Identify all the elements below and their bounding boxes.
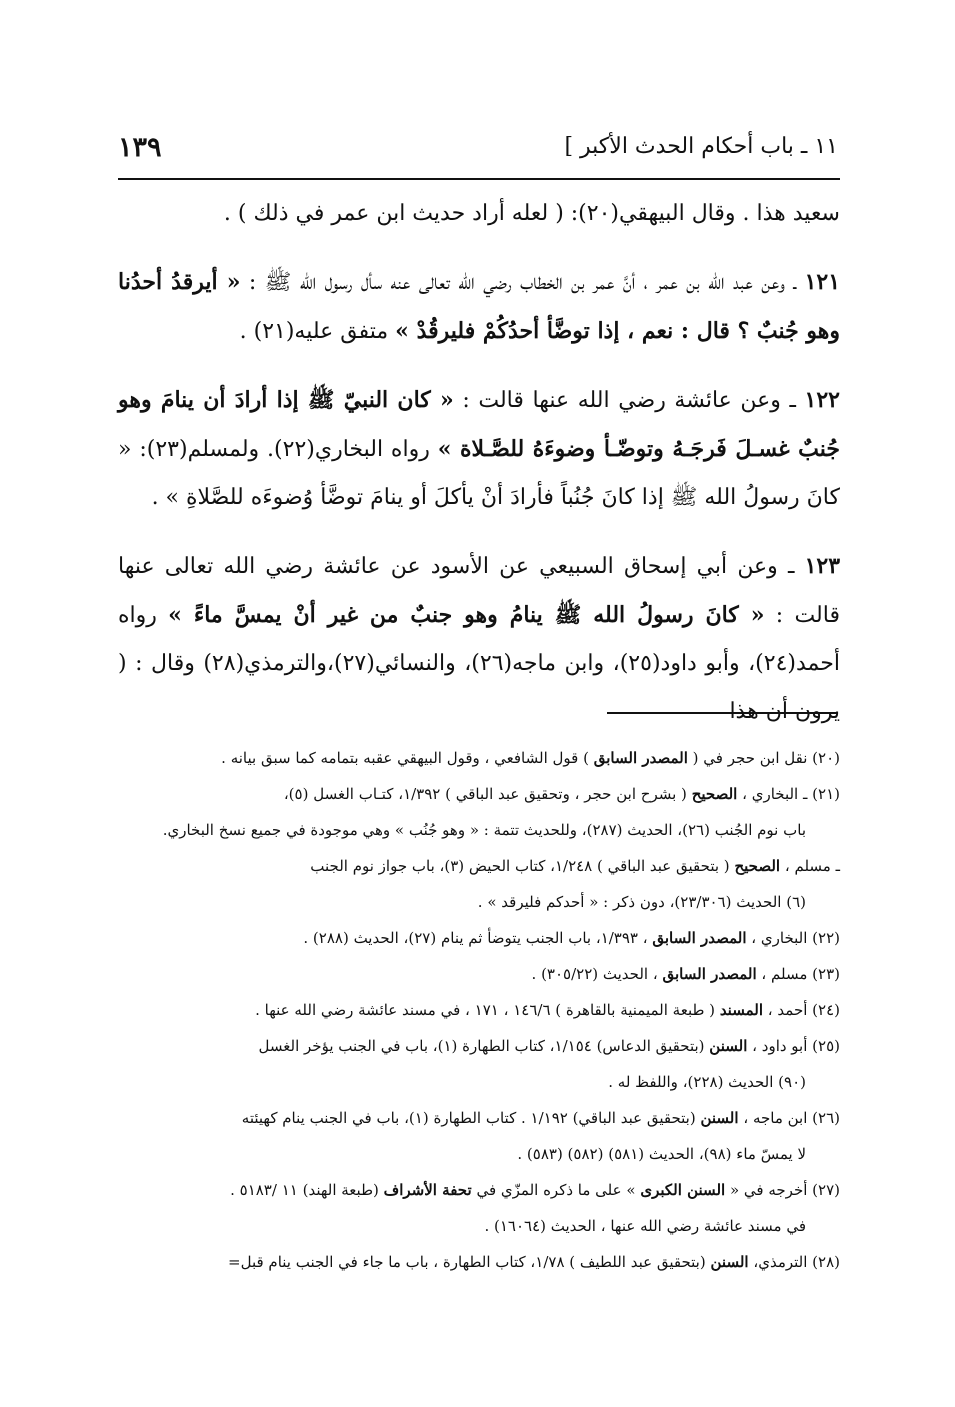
footnote-continuation: (٦) الحديث (٢٣/٣٠٦)، دون ذكر : « أحدكم فليرقد » . — [477, 893, 806, 911]
footnote-27 — [118, 1172, 840, 1244]
footnote-title: المصدر السابق — [652, 929, 747, 947]
footnote-21-muslim — [118, 848, 840, 920]
footnote-text: (٢٨) الترمذي، — [753, 1253, 840, 1271]
page-header — [118, 130, 838, 170]
hadith-text: ـ وعن أبي إسحاق السبيعي عن الأسود عن عائشة رضي الله تعالى عنها قالت : — [118, 554, 840, 628]
intro-paragraph: سعيد هذا . وقال البيهقي(٢٠): ( لعله أراد حديث ابن عمر في ذلك ) . — [223, 201, 840, 226]
footnote-text: (بتحقيق عبد الباقي) ١/١٩٢ . كتاب الطهارة (١)، باب في الجنب ينام كهيئته — [241, 1109, 696, 1127]
footnote-text: ) قول الشافعي ، وقول البيهقي عقبه بتمامه كما سبق بيانه . — [221, 749, 589, 767]
footnote-text: ـ مسلم ، — [784, 857, 840, 875]
hadith-text: ـ وعن عبد الله بن عمر ، أنَّ عمر بن الخطاب رضي الله تعالى عنه سأل رسول الله ﷺ : — [248, 270, 797, 295]
footnote-continuation: باب نوم الجُنب (٢٦)، الحديث (٢٨٧)، وللحديث تتمة : « وهو جُنُب » وهي موجودة في جميع نسخ البخاري. — [162, 821, 806, 839]
footnote-title: المصدر السابق — [593, 749, 688, 767]
footnote-continuation: في مسند عائشة رضي الله عنها ، الحديث (١٦٠٦٤) . — [484, 1217, 806, 1235]
footnote-text: ( بشرح ابن حجر ، وتحقيق عبد الباقي ) ١/٣٩٢، كتـاب الغسل (٥)، — [283, 785, 687, 803]
footnote-text: ، ١/٣٩٣، باب الجنب يتوضأ ثم ينام (٢٧)، الحديث (٢٨٨) . — [303, 929, 648, 947]
footnote-28 — [118, 1244, 840, 1280]
footnote-text: (٢٢) البخاري ، — [751, 929, 840, 947]
footnote-text: (بتحقيق عبد اللطيف ) ١/٧٨، كتاب الطهارة ، باب ما جاء في الجنب ينام قبل= — [228, 1253, 706, 1271]
footnote-separator — [607, 712, 837, 714]
footnote-text: (٢٤) أحمد ، — [767, 1001, 840, 1019]
hadith-source: رواه أحمد(٢٤)، وأبو داود(٢٥)، وابن ماجه(٢٦)، والنسائي(٢٧)،والترمذي(٢٨) وقال : ( يرون أن هذا — [118, 603, 840, 724]
hadith-number: ١٢٢ — [804, 387, 840, 413]
hadith-quote: « كانَ رسولُ الله ﷺ ينامُ وهو جنبٌ من غير أنْ يمسَّ ماءً » — [168, 602, 765, 628]
footnote-text: (٢١) ـ البخاري ، — [742, 785, 840, 803]
footnote-25 — [118, 1028, 840, 1100]
footnote-continuation: (٩٠) الحديث (٢٢٨)، واللفظ له . — [608, 1073, 806, 1091]
footnote-text: (٢٣) مسلم ، — [761, 965, 840, 983]
footnote-text: (٢٠) نقل ابن حجر في ( — [692, 749, 840, 767]
hadith-number: ١٢١ — [804, 269, 841, 295]
main-text — [118, 190, 840, 736]
running-title: ١١ ـ باب أحكام الحدث الأكبر ] — [564, 134, 838, 159]
footnote-20 — [118, 740, 840, 776]
footnote-title: الصحيح — [734, 857, 781, 875]
footnote-title: السنن الكبرى — [640, 1181, 726, 1199]
footnote-text: ( طبعة الميمنية بالقاهرة ) ١٤٦/٦ ، ١٧١ ، في مسند عائشة رضي الله عنها . — [255, 1001, 716, 1019]
hadith-quote: « أيرقدُ أحدُنا وهو جُنبٌ ؟ قال : نعم ، إذا توضَّأ أحدُكُمْ فليرقُدْ » — [118, 269, 840, 344]
footnote-text: ، الحديث (٣٠٥/٢٢) . — [531, 965, 658, 983]
footnote-21 — [118, 776, 840, 848]
footnote-title: السنن — [700, 1109, 739, 1127]
footnote-text: (٢٦) ابن ماجه ، — [743, 1109, 840, 1127]
footnote-title: تحفة الأشراف — [383, 1181, 472, 1199]
footnote-26 — [118, 1100, 840, 1172]
footnote-text: (٢٥) أبو داود ، — [752, 1037, 840, 1055]
footnote-text: (٢٧) أخرجه في « — [729, 1181, 840, 1199]
footnote-text: ( بتحقيق عبد الباقي ) ١/٢٤٨، كتاب الحيض (٣)، باب جواز نوم الجنب — [310, 857, 730, 875]
footnote-24 — [118, 992, 840, 1028]
footnote-title: السنن — [710, 1253, 749, 1271]
footnote-22 — [118, 920, 840, 956]
hadith-123 — [118, 542, 840, 736]
footnote-text: (طبعة الهند) ١١ /٥١٨٣ . — [230, 1181, 379, 1199]
hadith-122 — [118, 376, 840, 522]
header-rule — [118, 178, 840, 180]
footnote-title: المسند — [719, 1001, 764, 1019]
footnote-text: (بتحقيق الدعاس) ١/١٥٤، كتاب الطهارة (١)، باب في الجنب يؤخر الغسل — [258, 1037, 705, 1055]
footnote-title: المصدر السابق — [662, 965, 757, 983]
hadith-number: ١٢٣ — [804, 553, 841, 579]
footnote-title: الصحيح — [691, 785, 738, 803]
hadith-text: ـ وعن عائشة رضي الله عنها قالت : — [462, 388, 796, 413]
hadith-source: متفق عليه(٢١) . — [239, 319, 389, 344]
hadith-121 — [118, 258, 840, 356]
hadith-source: رواه البخاري(٢٢). ولمسلم(٢٣): « كانَ رسولُ الله ﷺ إذا كانَ جُنُباً فأرادَ أنْ يأكلَ أو ينامَ توضَّأ وُضوءَه للصَّلاةِ » . — [118, 437, 840, 510]
footnote-continuation: لا يمسّ ماء (٩٨)، الحديث (٥٨١) (٥٨٢) (٥٨٣) . — [517, 1145, 806, 1163]
footnote-text: » على ما ذكره المزّي في — [476, 1181, 636, 1199]
footnote-title: السنن — [709, 1037, 748, 1055]
hadith-quote: « كان النبيّ ﷺ إذا أرادَ أن ينامَ وهو جُنبٌ غسـلَ فَرجَـهُ وتوضّـأ وضوءَهُ للصَّـلاة » — [118, 387, 840, 462]
page-number: ١٣٩ — [118, 132, 162, 163]
footnote-23 — [118, 956, 840, 992]
footnotes — [118, 740, 840, 1280]
